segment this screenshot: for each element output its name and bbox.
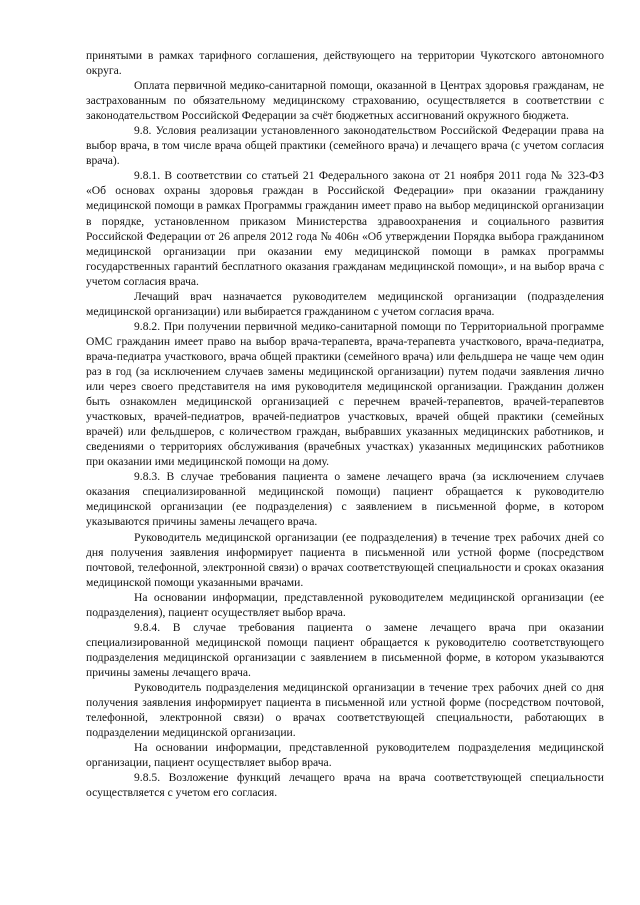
paragraph-section-9-8: 9.8. Условия реализации установленного законодательством Российской Федерации права на выбор врача, в том числе врача общей практики (семейного врача) и лечащего врача (с учетом согласия врача). xyxy=(86,124,604,168)
paragraph-patient-choice-1: На основании информации, представленной руководителем медицинской организации (ее подразделения), пациент осуществляет выбор врача. xyxy=(86,590,604,619)
paragraph-section-9-8-1: 9.8.1. В соответствии со статьей 21 Федерального закона от 21 ноября 2011 года № 323-ФЗ «Об основах охраны здоровья граждан в Российской Федерации» при оказании гражданину медицинской помощи в рамках Программы гражданин имеет право на выбор медицинской организации в порядке, установленном приказом Министерства здравоохранения и социального развития Российской Федерации от 26 апреля 2012 года № 406н «Об утверждении Порядка выбора гражданином медицинской организации при оказании ему медицинской помощи в рамках программы государственных гарантий бесплатного оказания гражданам медицинской помощи», и на выбор врача с учетом согласия врача. xyxy=(86,169,604,288)
paragraph-section-9-8-5: 9.8.5. Возложение функций лечащего врача на врача соответствующей специальности осуществляется с учетом его согласия. xyxy=(86,771,604,800)
document-page xyxy=(86,48,604,800)
paragraph-section-9-8-4: 9.8.4. В случае требования пациента о замене лечащего врача при оказании специализированной медицинской помощи пациент обращается к руководителю соответствующего подразделения медицинской организации с заявлением в письменной форме, в котором указываются причины замены лечащего врача. xyxy=(86,620,604,679)
paragraph-patient-choice-2: На основании информации, представленной руководителем подразделения медицинской организации, пациент осуществляет выбор врача. xyxy=(86,741,604,770)
paragraph-attending-physician: Лечащий врач назначается руководителем медицинской организации (подразделения медицинской организации) или выбирается гражданином с учетом согласия врача. xyxy=(86,289,604,318)
paragraph-tariff-continuation: принятыми в рамках тарифного соглашения, действующего на территории Чукотского автономного округа. xyxy=(86,49,604,78)
paragraph-section-9-8-3: 9.8.3. В случае требования пациента о замене лечащего врача (за исключением случаев оказания специализированной медицинской помощи) пациент обращается к руководителю медицинской организации (ее подразделения) с заявлением в письменной форме, в котором указываются причины замены лечащего врача. xyxy=(86,470,604,529)
paragraph-section-9-8-2: 9.8.2. При получении первичной медико-санитарной помощи по Территориальной программе ОМС гражданин имеет право на выбор врача-терапевта, врача-терапевта участкового, врача-педиатра, врача-педиатра участкового, врача общей практики (семейного врача) или фельдшера не чаще чем один раз в год (за исключением случаев замены медицинской организации) путем подачи заявления лично или через своего представителя на имя руководителя медицинской организации. Гражданин должен быть ознакомлен медицинской организацией с перечнем врачей-терапевтов, врачей-терапевтов участковых, врачей-педиатров, врачей-педиатров участковых, врачей общей практики (семейных врачей) или фельдшеров, с количеством граждан, выбравших указанных медицинских работников, и сведениями о территориях обслуживания (врачебных участках) указанных медицинских работников при оказании ими медицинской помощи на дому. xyxy=(86,319,604,469)
paragraph-health-centers-payment: Оплата первичной медико-санитарной помощи, оказанной в Центрах здоровья гражданам, не застрахованным по обязательному медицинскому страхованию, осуществляется в соответствии с законодательством Российской Федерации за счёт бюджетных ассигнований окружного бюджета. xyxy=(86,79,604,123)
paragraph-head-informs-patient: Руководитель медицинской организации (ее подразделения) в течение трех рабочих дней со дня получения заявления информирует пациента в письменной или устной форме (посредством почтовой, телефонной, электронной связи) о врачах соответствующей специальности и сроках оказания медицинской помощи указанными врачами. xyxy=(86,530,604,589)
paragraph-department-head-informs: Руководитель подразделения медицинской организации в течение трех рабочих дней со дня получения заявления информирует пациента в письменной или устной форме (посредством почтовой, телефонной, электронной связи) о врачах соответствующей специальности, работающих в подразделении медицинской организации. xyxy=(86,680,604,740)
